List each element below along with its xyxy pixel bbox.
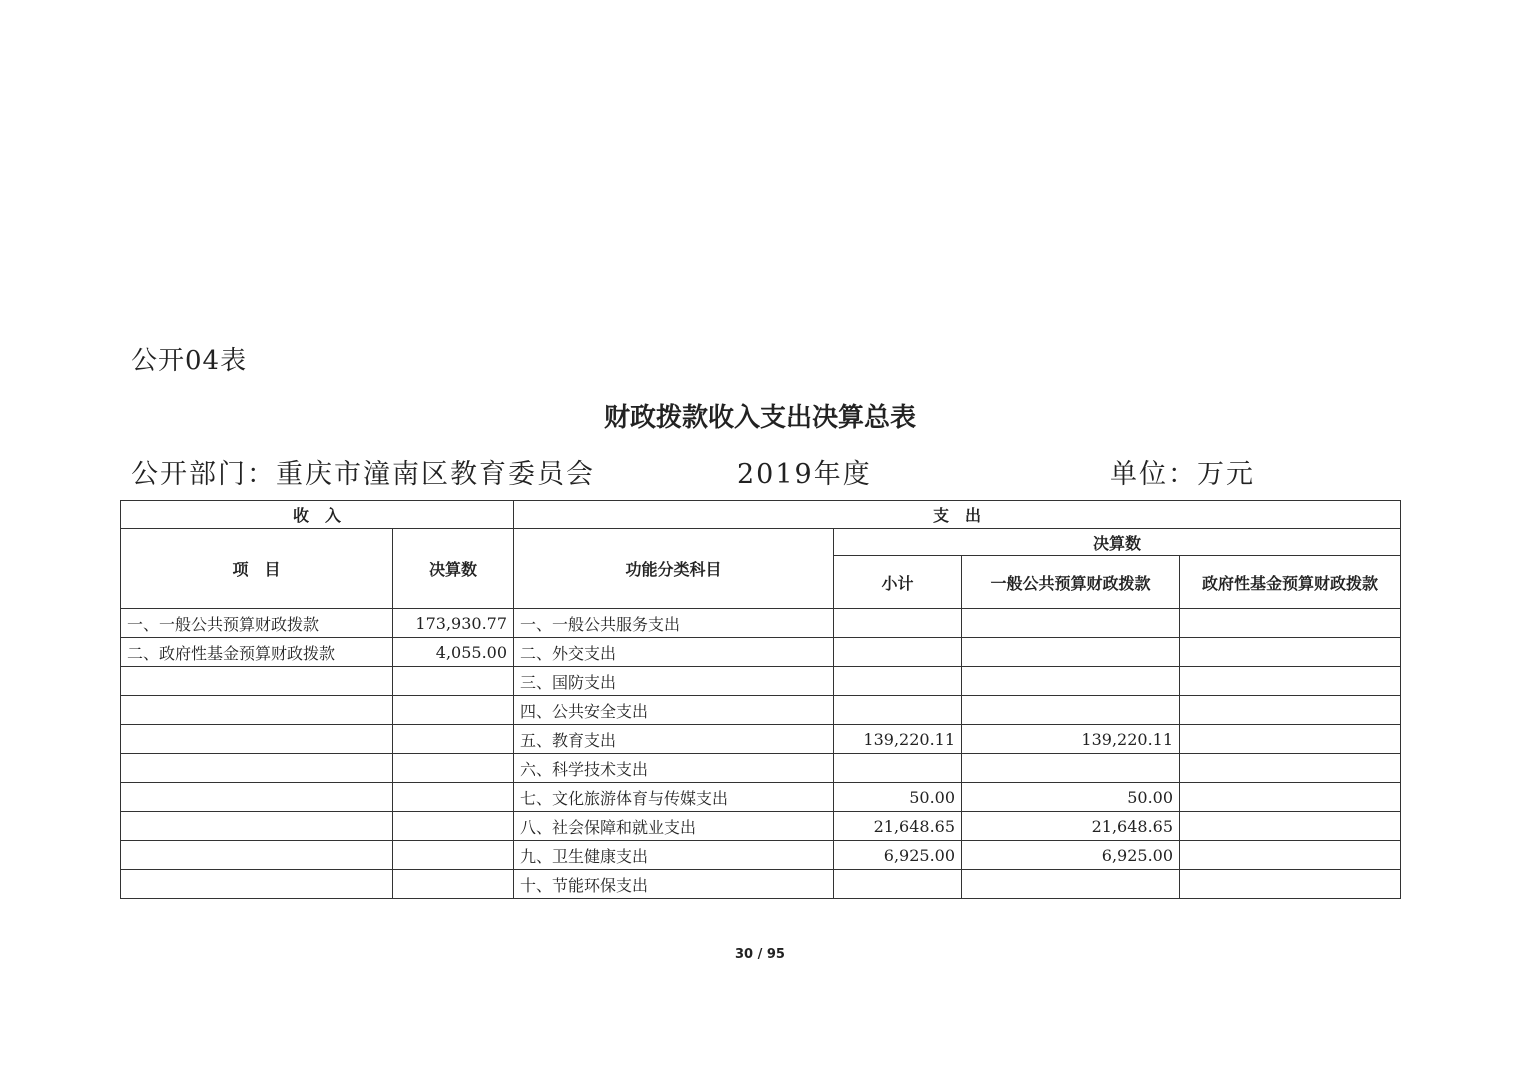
gov-fund-cell	[1180, 725, 1401, 754]
expense-header: 支 出	[514, 501, 1401, 529]
table-row	[121, 812, 1401, 841]
general-budget-cell	[962, 667, 1180, 696]
income-value-cell	[393, 812, 514, 841]
function-subject-cell: 七、文化旅游体育与传媒支出	[514, 783, 834, 812]
table-code: 公开04表	[131, 346, 248, 376]
subtotal-cell	[834, 667, 962, 696]
function-subject-header: 功能分类科目	[514, 529, 834, 609]
general-budget-cell: 6,925.00	[962, 841, 1180, 870]
general-budget-cell	[962, 638, 1180, 667]
year-label: 2019年度	[737, 459, 872, 490]
table-row	[121, 638, 1401, 667]
table-row	[121, 841, 1401, 870]
subtotal-cell	[834, 754, 962, 783]
function-subject-cell: 一、一般公共服务支出	[514, 609, 834, 638]
general-budget-cell: 21,648.65	[962, 812, 1180, 841]
gov-fund-cell	[1180, 754, 1401, 783]
item-header: 项 目	[121, 529, 393, 609]
function-subject-cell: 九、卫生健康支出	[514, 841, 834, 870]
gov-fund-cell	[1180, 783, 1401, 812]
income-value-cell: 173,930.77	[393, 609, 514, 638]
table-header-row	[121, 501, 1401, 529]
income-item-cell: 一、一般公共预算财政拨款	[121, 609, 393, 638]
income-amount-header: 决算数	[393, 529, 514, 609]
function-subject-cell: 六、科学技术支出	[514, 754, 834, 783]
income-value-cell	[393, 725, 514, 754]
subtotal-header: 小计	[834, 556, 962, 609]
income-header: 收 入	[121, 501, 514, 529]
gov-fund-cell	[1180, 696, 1401, 725]
income-value-cell: 4,055.00	[393, 638, 514, 667]
general-budget-cell	[962, 609, 1180, 638]
subtotal-cell: 21,648.65	[834, 812, 962, 841]
gov-fund-cell	[1180, 870, 1401, 899]
income-item-cell	[121, 812, 393, 841]
expense-amount-header: 决算数	[834, 529, 1401, 556]
function-subject-cell: 五、教育支出	[514, 725, 834, 754]
subtotal-cell: 139,220.11	[834, 725, 962, 754]
income-value-cell	[393, 841, 514, 870]
gov-fund-cell	[1180, 667, 1401, 696]
income-value-cell	[393, 667, 514, 696]
income-value-cell	[393, 754, 514, 783]
table-row	[121, 870, 1401, 899]
subtotal-cell: 6,925.00	[834, 841, 962, 870]
table-row	[121, 609, 1401, 638]
income-item-cell: 二、政府性基金预算财政拨款	[121, 638, 393, 667]
income-item-cell	[121, 783, 393, 812]
table-row	[121, 783, 1401, 812]
general-budget-header: 一般公共预算财政拨款	[962, 556, 1180, 609]
gov-fund-cell	[1180, 609, 1401, 638]
general-budget-cell	[962, 696, 1180, 725]
gov-fund-cell	[1180, 812, 1401, 841]
budget-table	[120, 500, 1401, 899]
subtotal-cell	[834, 870, 962, 899]
subtotal-cell	[834, 696, 962, 725]
department-label: 公开部门：重庆市潼南区教育委员会	[131, 459, 595, 490]
gov-fund-cell	[1180, 638, 1401, 667]
general-budget-cell: 50.00	[962, 783, 1180, 812]
table-header-row	[121, 529, 1401, 556]
general-budget-cell	[962, 870, 1180, 899]
income-item-cell	[121, 725, 393, 754]
income-item-cell	[121, 870, 393, 899]
function-subject-cell: 三、国防支出	[514, 667, 834, 696]
income-item-cell	[121, 754, 393, 783]
gov-fund-cell	[1180, 841, 1401, 870]
general-budget-cell	[962, 754, 1180, 783]
table-row	[121, 696, 1401, 725]
income-item-cell	[121, 667, 393, 696]
table-row	[121, 667, 1401, 696]
gov-fund-header: 政府性基金预算财政拨款	[1180, 556, 1401, 609]
function-subject-cell: 二、外交支出	[514, 638, 834, 667]
income-value-cell	[393, 783, 514, 812]
table-row	[121, 754, 1401, 783]
function-subject-cell: 十、节能环保支出	[514, 870, 834, 899]
subtotal-cell	[834, 638, 962, 667]
income-value-cell	[393, 696, 514, 725]
subtotal-cell: 50.00	[834, 783, 962, 812]
function-subject-cell: 四、公共安全支出	[514, 696, 834, 725]
general-budget-cell: 139,220.11	[962, 725, 1180, 754]
income-value-cell	[393, 870, 514, 899]
income-item-cell	[121, 841, 393, 870]
function-subject-cell: 八、社会保障和就业支出	[514, 812, 834, 841]
page-number: 30 / 95	[735, 947, 785, 962]
income-item-cell	[121, 696, 393, 725]
page-title: 财政拨款收入支出决算总表	[603, 403, 916, 433]
unit-label: 单位：万元	[1110, 459, 1255, 490]
table-row	[121, 725, 1401, 754]
subtotal-cell	[834, 609, 962, 638]
